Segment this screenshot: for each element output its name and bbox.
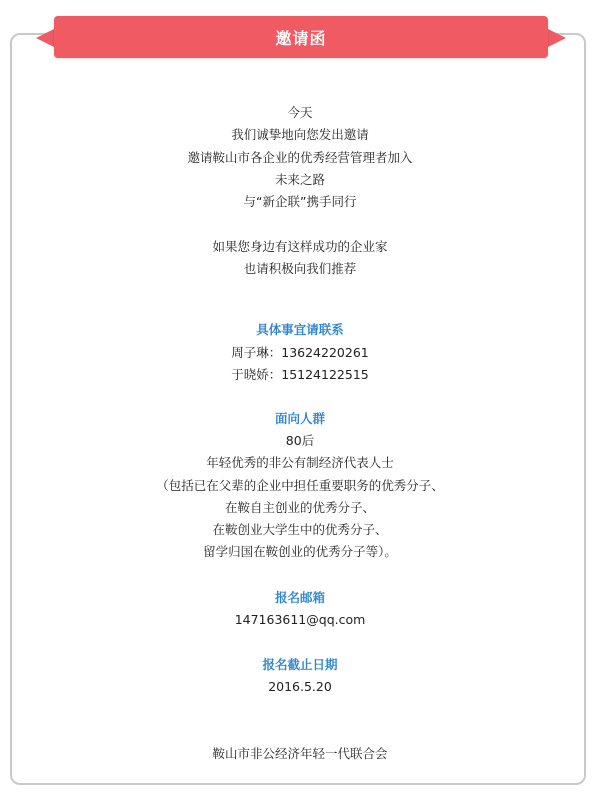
contact-heading: 具体事宜请联系 [256,322,344,337]
audience-line: 留学归国在鞍创业的优秀分子等）。 [203,544,397,559]
audience-line: 在鞍创业大学生中的优秀分子、 [212,522,388,537]
email-address[interactable]: 147163611@qq.com [234,612,366,627]
email-heading: 报名邮箱 [274,590,325,605]
contact-person: 于晓娇：15124122515 [231,367,369,382]
recommend-line: 也请积极向我们推荐 [243,261,357,276]
contact-person: 周子琳：13624220261 [231,345,369,360]
ribbon-tail-left [36,28,56,48]
intro-line: 邀请鞍山市各企业的优秀经营管理者加入 [187,150,413,165]
ribbon-tail-right [546,28,566,48]
audience-line: 80后 [285,433,315,448]
audience-line: 年轻优秀的非公有制经济代表人士 [206,455,394,470]
recommend-line: 如果您身边有这样成功的企业家 [212,239,388,254]
intro-line: 今天 [287,105,313,120]
title-ribbon [54,16,548,58]
audience-line: （包括已在父辈的企业中担任重要职务的优秀分子、 [156,478,444,493]
audience-line: 在鞍自主创业的优秀分子、 [224,500,375,515]
intro-line: 未来之路 [274,172,325,187]
audience-heading: 面向人群 [274,411,325,426]
intro-line: 我们诚挚地向您发出邀请 [231,127,369,142]
page-title: 邀请函 [275,28,327,48]
organizer-name: 鞍山市非公经济年轻一代联合会 [212,746,388,761]
intro-line: 与“新企联”携手同行 [243,194,357,209]
deadline-heading: 报名截止日期 [262,657,338,672]
deadline-date: 2016.5.20 [268,679,332,694]
